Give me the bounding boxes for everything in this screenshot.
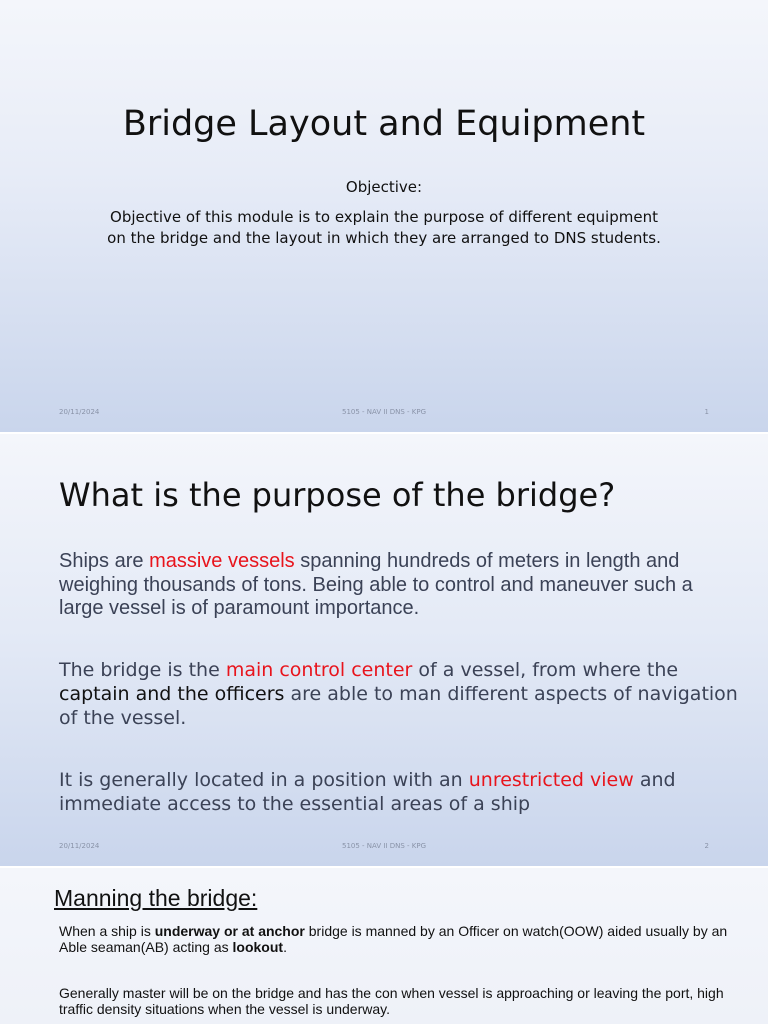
objective-label: Objective: <box>345 178 423 196</box>
paragraph-master: Generally master will be on the bridge and has the con when vessel is approaching or leaving the port, high traffic density situations when the vessel is underway. <box>59 985 724 1017</box>
highlight-text: massive vessels <box>149 550 295 572</box>
footer-center: 5105 - NAV II DNS - KPG <box>341 408 427 416</box>
bold-text: lookout <box>232 939 284 955</box>
footer-center: 5105 - NAV II DNS - KPG <box>341 842 427 850</box>
footer-page-number: 1 <box>704 408 709 416</box>
text-run: of a vessel, from where the <box>412 659 679 681</box>
paragraph-underway <box>59 923 739 955</box>
highlight-text: unrestricted view <box>468 769 634 791</box>
text-run: are able to man different aspects of navigation of the vessel. <box>59 683 738 729</box>
slide-title: Bridge Layout and Equipment <box>122 104 646 144</box>
text-run: spanning hundreds of meters in length and weighing thousands of tons. Being able to control and maneuver such a large vessel is of paramount importance. <box>59 550 693 619</box>
slide-title: What is the purpose of the bridge? <box>59 476 616 514</box>
objective-text: Objective of this module is to explain the purpose of different equipment on the bridge and the layout in which they are arranged to DNS students. <box>107 208 661 247</box>
footer-date: 20/11/2024 <box>59 842 100 850</box>
text-run: and immediate access to the essential areas of a ship <box>59 769 676 815</box>
slide-3 <box>0 868 768 1024</box>
slide-title: Manning the bridge: <box>54 885 258 911</box>
slide-1 <box>0 0 768 432</box>
text-run: bridge is manned by an Officer on watch(OOW) aided usually by an Able seaman(AB) acting as <box>59 923 728 955</box>
footer-date: 20/11/2024 <box>59 408 100 416</box>
text-run: The bridge is the <box>59 659 226 681</box>
text-run: . <box>283 939 287 955</box>
text-run: It is generally located in a position with an <box>59 769 469 791</box>
highlight-text: main control center <box>225 659 413 681</box>
paragraph-bridge <box>59 658 739 730</box>
paragraph-location <box>59 768 739 816</box>
slide-2 <box>0 434 768 866</box>
text-run: Ships are <box>59 550 150 572</box>
bold-text: underway or at anchor <box>154 923 305 939</box>
text-run: When a ship is <box>59 923 155 939</box>
emphasis-text: captain and the officers <box>59 683 285 705</box>
paragraph-ships <box>59 550 739 621</box>
footer-page-number: 2 <box>704 842 709 850</box>
